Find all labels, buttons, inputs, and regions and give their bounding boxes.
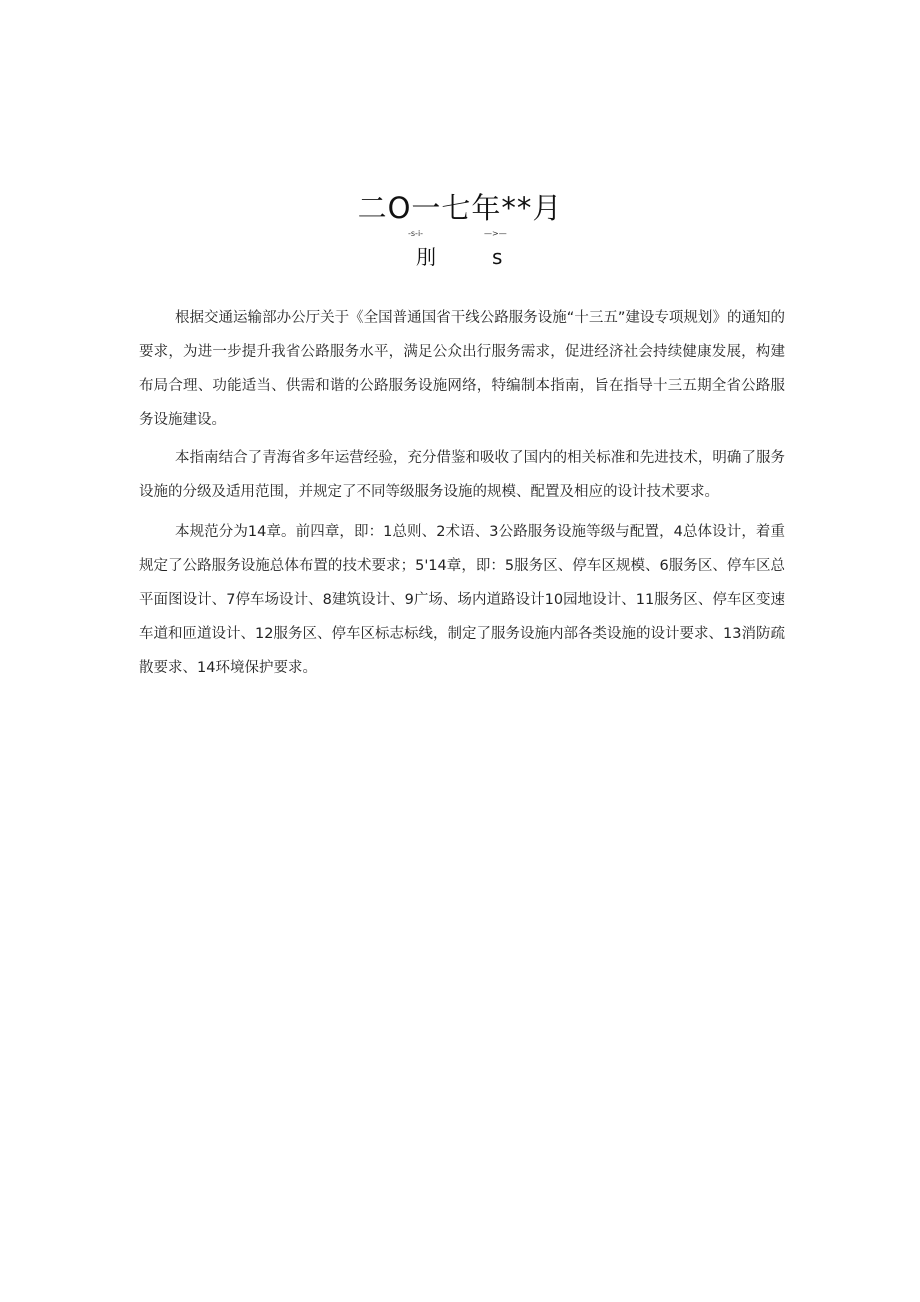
preface-heading-right: s [492, 245, 503, 269]
paragraph-structure: 本规范分为14章。前四章，即：1总则、2术语、3公路服务设施等级与配置，4总体设计，着重规定了公路服务设施总体布置的技术要求；5'14章，即：5服务区、停车区规模、6服务区、停车区总平面图设计、7停车场设计、8建筑设计、9广场、场内道路设计10园地设计、11服务区、停车区变速车道和匝道设计、12服务区、停车区标志标线，制定了服务设施内部各类设施的设计要求、13消防疏散要求、14环境保护要求。 [139, 523, 785, 676]
small-mark-left: -s-i- [408, 229, 424, 238]
small-mark-right: —>— [484, 229, 507, 238]
date-title: 二O一七年**月 [357, 191, 563, 225]
paragraph-purpose: 根据交通运输部办公厅关于《全国普通国省干线公路服务设施“十三五”建设专项规划》的通知的要求，为进一步提升我省公路服务水平，满足公众出行服务需求，促进经济社会持续健康发展，构建布局合理、功能适当、供需和谐的公路服务设施网络，特编制本指南，旨在指导十三五期全省公路服务设施建设。 [139, 309, 785, 428]
paragraph-basis: 本指南结合了青海省多年运营经验，充分借鉴和吸收了国内的相关标准和先进技术，明确了服务设施的分级及适用范围，并规定了不同等级服务设施的规模、配置及相应的设计技术要求。 [139, 449, 785, 500]
preface-heading-left: 刖 [416, 245, 436, 269]
